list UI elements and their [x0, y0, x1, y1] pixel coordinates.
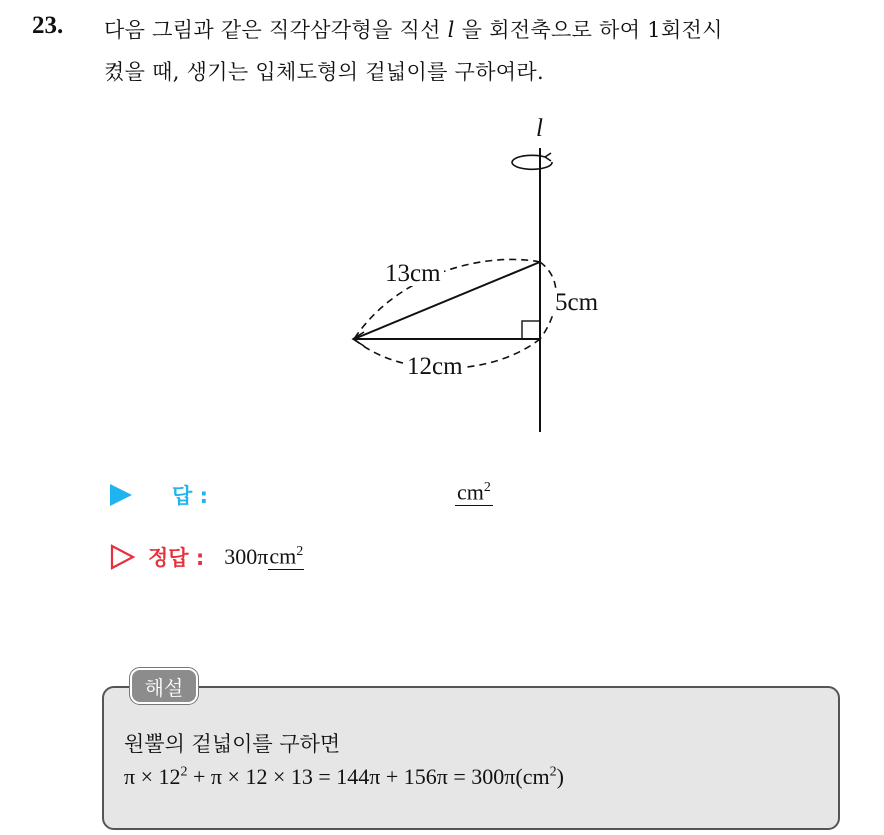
answer-blank[interactable] — [455, 480, 493, 506]
axis-label: l — [536, 115, 543, 142]
question-text-line-2: 켰을 때, 생기는 입체도형의 겉넓이를 구하여라. — [104, 60, 544, 84]
height-length-label: 5cm — [552, 290, 601, 315]
answer-unit: cm — [457, 479, 484, 505]
triangle-figure — [340, 110, 660, 440]
formula-exponent: 2 — [549, 764, 557, 780]
correct-unit-exponent: 2 — [296, 544, 304, 560]
correct-label: 정답 : — [148, 546, 205, 570]
answer-label: 답 : — [172, 484, 208, 508]
explanation-formula — [124, 764, 564, 790]
axis-variable: l — [447, 18, 455, 42]
correct-value: 300π — [224, 544, 269, 569]
explanation-line-1: 원뿔의 겉넓이를 구하면 — [124, 732, 341, 756]
correct-answer-row — [110, 540, 304, 574]
formula-exponent: 2 — [180, 764, 188, 780]
correct-unit-wrap — [268, 544, 304, 570]
question-number: 23. — [32, 12, 64, 39]
base-length-label: 12cm — [404, 354, 466, 379]
answer-row — [110, 478, 550, 512]
play-triangle-icon — [110, 484, 132, 506]
correct-unit: cm — [269, 543, 297, 569]
question-text-part: 다음 그림과 같은 직각삼각형을 직선 — [104, 18, 448, 42]
hypotenuse-length-label: 13cm — [382, 261, 444, 286]
answer-unit-exponent: 2 — [483, 480, 491, 495]
explanation-tag: 해설 — [130, 668, 198, 704]
question-text-part: 을 회전축으로 하여 1회전시 — [454, 18, 723, 42]
right-angle-mark — [522, 321, 540, 339]
explanation-box — [102, 686, 840, 830]
formula-part: π × 12 — [124, 764, 181, 789]
formula-part: ) — [556, 764, 564, 789]
question-text-line-1 — [104, 14, 723, 44]
outline-triangle-icon — [110, 544, 136, 570]
formula-part: + π × 12 × 13 = 144π + 156π = 300π(cm — [187, 764, 550, 789]
